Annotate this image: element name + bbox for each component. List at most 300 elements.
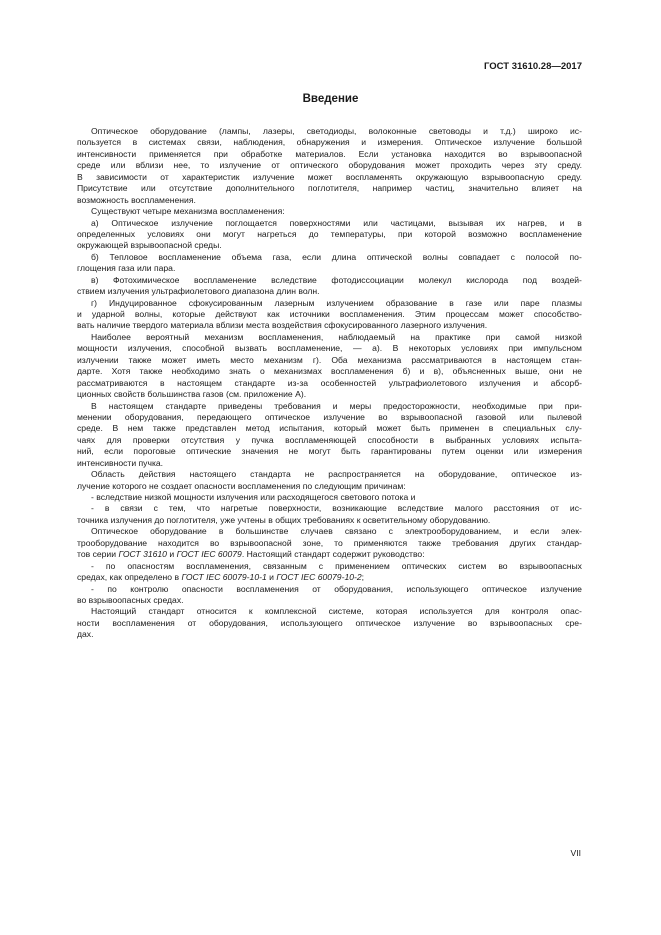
word: во xyxy=(209,537,220,548)
word: расстояния xyxy=(493,503,540,514)
word: воспламенение xyxy=(193,274,257,285)
word: через xyxy=(501,160,525,171)
word: сре- xyxy=(565,617,582,628)
word: во xyxy=(467,617,478,628)
word: лазеры, xyxy=(262,126,295,136)
word: воспламенения xyxy=(112,617,175,628)
word: излучение xyxy=(171,217,213,228)
word: самой xyxy=(515,331,540,342)
word: механизм xyxy=(263,354,303,365)
text-line xyxy=(77,606,582,617)
word: стандарте xyxy=(165,400,207,411)
word: место xyxy=(230,354,254,365)
word: излучения xyxy=(479,377,521,388)
word: Если xyxy=(358,148,379,159)
word: стандарте xyxy=(234,377,276,388)
word: или xyxy=(494,297,509,308)
word: требования xyxy=(274,400,321,411)
word: контроля xyxy=(511,606,549,617)
word: сфокусированного xyxy=(324,320,399,331)
word: ГОСТ IEC 60079. xyxy=(176,549,245,560)
word: пучка. xyxy=(138,457,164,468)
word: и xyxy=(77,309,82,319)
word: среде xyxy=(77,160,101,171)
word: излучение xyxy=(252,171,295,182)
word: поглощается xyxy=(225,217,277,228)
word: и xyxy=(269,572,274,583)
word: а) xyxy=(91,217,99,228)
word: особенностей xyxy=(320,377,377,388)
word: четыре xyxy=(142,206,172,217)
word: характеристик xyxy=(182,171,240,182)
word: ГОСТ 31610 xyxy=(118,549,167,560)
word: и xyxy=(332,400,338,411)
word: создает xyxy=(160,480,193,491)
word: не xyxy=(288,446,299,457)
word: ствием xyxy=(77,286,106,297)
word: от xyxy=(187,617,197,628)
word: приложение xyxy=(243,389,293,400)
word: общих xyxy=(275,514,302,525)
word: нагреться xyxy=(257,228,297,239)
word: стандарта xyxy=(250,469,291,480)
word: выше, xyxy=(514,366,540,377)
word: излучения xyxy=(216,492,258,502)
text-line xyxy=(77,240,582,251)
word: проверки xyxy=(132,434,170,445)
word: вследствие xyxy=(271,274,317,285)
word: нагретые xyxy=(220,503,258,514)
word: во xyxy=(77,594,87,605)
word: в xyxy=(491,354,497,365)
word: интенсивности xyxy=(77,457,137,468)
word: Фотохимическое xyxy=(113,274,180,285)
word: определенных xyxy=(77,228,136,239)
word: пучка xyxy=(251,434,274,445)
word: среды. xyxy=(194,240,222,251)
word: практике xyxy=(435,331,471,342)
text-line xyxy=(77,618,582,629)
word: (лампы, xyxy=(218,126,251,136)
word: в xyxy=(218,526,224,537)
word: из- xyxy=(570,469,582,480)
word: излучения, xyxy=(127,343,172,354)
word: т.д.) xyxy=(500,126,516,136)
word: также xyxy=(139,366,163,377)
word: нее, xyxy=(173,160,191,171)
word: может xyxy=(498,309,524,319)
word: опасности xyxy=(194,480,236,491)
word: В xyxy=(392,343,399,354)
word: они xyxy=(548,366,564,377)
word: или xyxy=(363,217,378,228)
word: Настоящий xyxy=(91,606,137,617)
word: воспламенения xyxy=(331,366,394,377)
word: быть xyxy=(341,446,361,457)
word: и xyxy=(483,126,488,136)
standard-header: ГОСТ 31610.28—2017 xyxy=(484,61,582,72)
word: механизма xyxy=(173,206,218,217)
word: оборудованию. xyxy=(429,514,491,525)
word: который xyxy=(333,423,367,434)
word: в xyxy=(160,377,165,388)
word: ультрафиолетового xyxy=(388,377,467,388)
word: воспламенения xyxy=(236,583,299,594)
word: электрооборудованием, xyxy=(405,526,502,537)
word: в xyxy=(577,217,582,228)
word: излучение xyxy=(323,411,365,422)
word: воспламенения: xyxy=(219,206,285,217)
word: вследствие xyxy=(397,503,444,514)
word: случаев xyxy=(300,526,333,537)
word: как xyxy=(267,309,280,319)
word: что xyxy=(196,503,210,514)
word: возможно xyxy=(468,228,508,239)
word: Присутствие xyxy=(77,183,128,194)
word: отсутствия xyxy=(181,434,225,445)
word: по xyxy=(107,583,117,594)
word: обнаружения xyxy=(296,137,350,148)
word: в xyxy=(268,514,273,525)
word: учтены xyxy=(237,514,266,525)
word: воспламенения. xyxy=(339,309,405,319)
word: как xyxy=(109,572,123,583)
word: абсорб- xyxy=(550,377,582,388)
word: Тепловое xyxy=(109,251,148,262)
word: излучении xyxy=(77,354,119,365)
word: среде. xyxy=(77,423,103,434)
word: или xyxy=(260,492,275,502)
text-line xyxy=(77,561,582,572)
text-line xyxy=(77,149,582,160)
text-line xyxy=(77,458,582,469)
word: например xyxy=(372,183,412,194)
word: и xyxy=(410,492,416,502)
word: температуры, xyxy=(330,228,386,239)
word: - xyxy=(91,492,94,502)
word: следующим xyxy=(314,480,362,491)
word: оптическое xyxy=(511,469,557,480)
word: то xyxy=(200,160,210,171)
text-line xyxy=(77,195,582,206)
text-line xyxy=(77,366,582,377)
word: значительно xyxy=(468,183,519,194)
word: частиц, xyxy=(425,183,455,194)
word: может xyxy=(376,423,402,434)
word: знать xyxy=(229,366,251,377)
word: фотодиссоциации xyxy=(331,274,404,285)
word: образование xyxy=(385,297,438,308)
word: малого xyxy=(454,503,483,514)
word: воздей- xyxy=(551,274,582,285)
word: под xyxy=(522,274,537,285)
word: широко xyxy=(527,126,558,136)
word: обработке xyxy=(240,148,283,159)
word: излучением xyxy=(326,297,374,308)
word: взрывоопасную xyxy=(481,171,545,182)
word: воспламенения, xyxy=(186,560,251,571)
word: условиях xyxy=(502,434,539,445)
word: условиях xyxy=(461,343,498,354)
word: механизма xyxy=(357,354,402,365)
word: большой xyxy=(546,137,582,148)
word: в xyxy=(429,434,435,445)
word: процессам xyxy=(445,309,489,319)
word: оборудования, xyxy=(209,617,268,628)
word: возникающие xyxy=(332,503,387,514)
word: осветительному xyxy=(362,514,428,525)
word: не xyxy=(149,480,159,491)
word: некоторых xyxy=(408,343,451,354)
word: с xyxy=(388,526,393,537)
word: оборудования, xyxy=(124,411,184,422)
word: быть xyxy=(410,423,431,434)
word: настоящем xyxy=(506,354,552,365)
word: полосой xyxy=(525,251,559,262)
word: в xyxy=(488,423,494,434)
word: пара. xyxy=(153,263,176,274)
word: находится xyxy=(444,148,486,159)
word: оптическое xyxy=(355,617,401,628)
word: действуют xyxy=(215,309,258,319)
word: элек- xyxy=(561,526,582,537)
word: нагрев, xyxy=(517,217,547,228)
text-line xyxy=(77,309,582,320)
word: применяются xyxy=(353,537,408,548)
word: стандарт xyxy=(294,549,331,560)
word: на xyxy=(572,183,582,194)
word: настоящего xyxy=(189,469,237,480)
word: воспламенения, xyxy=(258,331,324,342)
word: руководство: xyxy=(373,549,425,560)
word: поверхностями xyxy=(289,217,351,228)
word: от xyxy=(160,171,169,182)
word: применен xyxy=(439,423,480,434)
text-line xyxy=(77,252,582,263)
word: Наиболее xyxy=(91,331,131,342)
word: ности xyxy=(77,617,100,628)
word: световоды xyxy=(428,126,471,136)
word: б) xyxy=(402,366,411,377)
word: или xyxy=(136,263,152,274)
word: и xyxy=(169,549,175,560)
word: или xyxy=(519,411,534,422)
word: воспламенение xyxy=(158,251,221,262)
word: окружающей xyxy=(77,240,129,251)
word: - xyxy=(91,503,94,514)
word: лазерного xyxy=(400,320,441,331)
word: диапазона xyxy=(231,286,274,297)
text-line xyxy=(77,515,582,526)
word: длина xyxy=(331,251,357,262)
word: в xyxy=(174,572,180,583)
word: стандарт xyxy=(148,606,185,617)
word: системе, xyxy=(328,606,364,617)
word: воспламенение, xyxy=(277,343,343,354)
word: системах xyxy=(148,137,186,148)
word: и xyxy=(559,217,565,228)
word: если xyxy=(104,446,124,457)
word: ис- xyxy=(570,126,582,136)
word: стандар- xyxy=(546,537,582,548)
word: в), xyxy=(433,366,444,377)
word: путем xyxy=(441,446,466,457)
word: от xyxy=(271,160,280,171)
word: среду. xyxy=(557,171,582,182)
word: ционных xyxy=(77,389,112,400)
word: при xyxy=(538,400,553,411)
word: В xyxy=(112,423,119,434)
word: волны xyxy=(422,251,448,262)
word: В xyxy=(91,400,97,411)
word: — xyxy=(352,343,362,354)
word: взрывоопасных xyxy=(519,560,582,571)
page-number: VII xyxy=(570,848,581,858)
word: поверхности, xyxy=(268,503,322,514)
word: при xyxy=(397,228,413,239)
text-line xyxy=(77,549,582,560)
word: оптического xyxy=(290,160,339,171)
word: оборудование xyxy=(150,126,207,136)
word: вать xyxy=(77,320,95,331)
word: Оптическое xyxy=(91,126,139,136)
text-line xyxy=(77,206,582,217)
word: о xyxy=(259,366,265,377)
word: влияет xyxy=(531,183,560,194)
word: при xyxy=(213,148,228,159)
word: при xyxy=(508,343,523,354)
word: по xyxy=(105,560,116,571)
word: передающего xyxy=(197,411,252,422)
word: применяется xyxy=(149,148,201,159)
text-line xyxy=(77,629,582,640)
word: менении xyxy=(77,411,112,422)
word: к xyxy=(248,606,253,617)
word: для xyxy=(484,606,500,617)
word: связи, xyxy=(197,137,222,148)
word: импульсном xyxy=(533,343,582,354)
word: испыта- xyxy=(550,434,582,445)
word: опасностям xyxy=(127,560,175,571)
word: содержит xyxy=(332,549,371,560)
word: стан- xyxy=(561,354,582,365)
word: от xyxy=(312,583,321,594)
word: молекул xyxy=(418,274,452,285)
word: газа xyxy=(118,263,135,274)
word: в xyxy=(132,137,138,148)
word: необходимые xyxy=(472,400,527,411)
word: механизмах xyxy=(273,366,322,377)
word: оптическое xyxy=(264,411,311,422)
word: дарте. xyxy=(77,366,103,377)
word: Индуцированное xyxy=(108,297,177,308)
text-line xyxy=(77,584,582,595)
word: расходящегося xyxy=(277,492,339,502)
word: по xyxy=(302,480,313,491)
word: оптических xyxy=(401,560,447,571)
word: определено xyxy=(124,572,173,583)
word: до xyxy=(308,228,319,239)
word: наблюдения, xyxy=(233,137,286,148)
text-line xyxy=(77,492,582,503)
word: условиях xyxy=(147,228,185,239)
word: вследствие xyxy=(96,492,143,502)
word: оборудования, xyxy=(334,583,394,594)
word: использующего xyxy=(280,617,343,628)
word: с xyxy=(318,560,324,571)
word: места xyxy=(245,320,270,331)
word: наблюдаемый xyxy=(338,331,396,342)
word: метод xyxy=(245,423,270,434)
word: также xyxy=(152,423,176,434)
word: взрывоопасной xyxy=(520,148,582,159)
word: Существуют xyxy=(91,206,141,217)
word: интенсивности xyxy=(77,148,137,159)
word: связанным xyxy=(263,560,307,571)
word: лазерным xyxy=(274,297,315,308)
word: гарантированы xyxy=(370,446,432,457)
text-line xyxy=(77,446,582,457)
word: установка xyxy=(391,148,432,159)
word: газовой xyxy=(475,411,506,422)
word: Этим xyxy=(414,309,436,319)
word: взрывоопасных xyxy=(490,617,553,628)
word: связано xyxy=(344,526,377,537)
word: Оптическое xyxy=(91,526,139,537)
word: которые xyxy=(172,309,206,319)
word: уже xyxy=(220,514,236,525)
text-line xyxy=(77,218,582,229)
word: также xyxy=(418,537,442,548)
word: к xyxy=(356,514,361,525)
word: в xyxy=(104,503,110,514)
word: до xyxy=(154,514,165,525)
word: опасности xyxy=(181,583,223,594)
text-line xyxy=(77,435,582,446)
word: воспламеняющей xyxy=(285,434,357,445)
word: оптические xyxy=(186,446,232,457)
word: потока xyxy=(381,492,409,502)
word: рассматриваются xyxy=(411,354,482,365)
word: глощения xyxy=(77,263,116,274)
word: кислорода xyxy=(466,274,509,285)
word: измерения. xyxy=(377,137,424,148)
text-line xyxy=(77,263,582,274)
word: из-за xyxy=(287,377,309,388)
text-line xyxy=(77,355,582,366)
word: Хотя xyxy=(111,366,131,377)
word: волоконные xyxy=(368,126,417,136)
word: большинстве xyxy=(235,526,289,537)
word: оптическое xyxy=(481,583,527,594)
word: светового xyxy=(340,492,380,502)
word: светодиоды, xyxy=(306,126,357,136)
word: распространяется xyxy=(328,469,401,480)
word: с xyxy=(510,251,515,262)
word: источники xyxy=(289,309,330,319)
text-line xyxy=(77,378,582,389)
word: используется xyxy=(419,606,473,617)
word: вблизи xyxy=(216,320,244,331)
text-line xyxy=(77,332,582,343)
text-line xyxy=(77,183,582,194)
text-line xyxy=(77,423,582,434)
word: вызывая xyxy=(448,217,484,228)
word: - xyxy=(91,583,94,594)
word: они xyxy=(196,228,211,239)
text-line xyxy=(77,526,582,537)
word: окружающую xyxy=(415,171,469,182)
